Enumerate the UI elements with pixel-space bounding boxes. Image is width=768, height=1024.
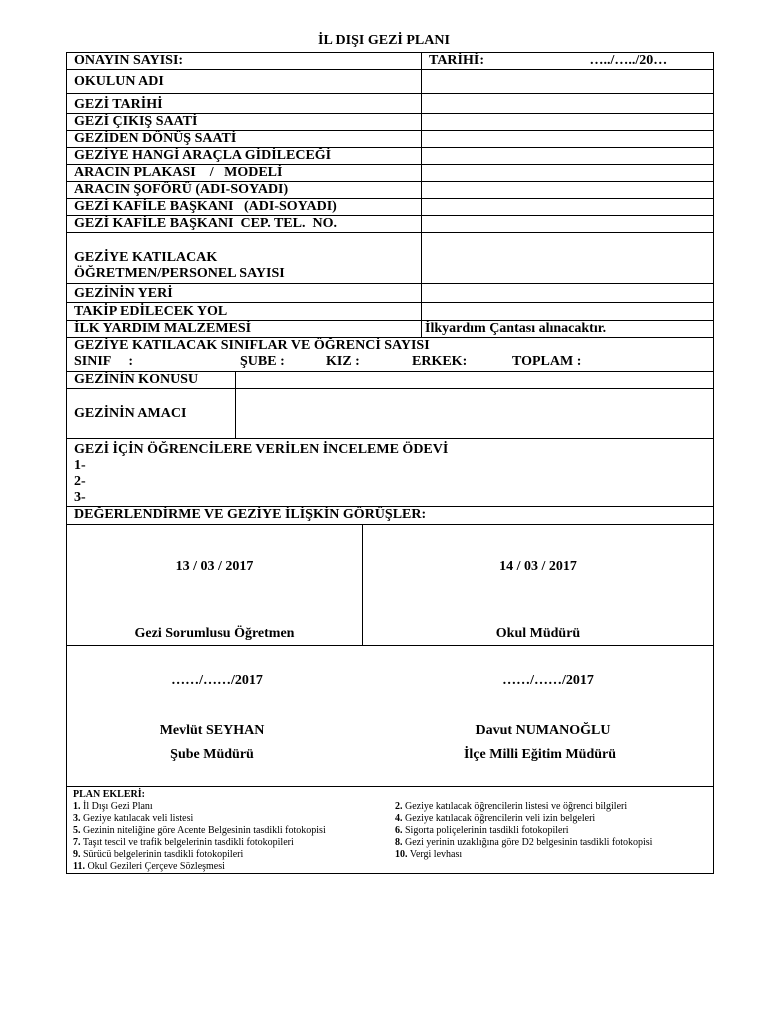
teacher-sign-date: 13 / 03 / 2017: [175, 559, 254, 574]
branch-director-name: Mevlüt SEYHAN: [159, 723, 265, 738]
field-label: İLK YARDIM MALZEMESİ: [67, 321, 422, 338]
field-value[interactable]: [422, 216, 714, 233]
field-label: GEZİ KAFİLE BAŞKANI (ADI-SOYADI): [67, 199, 422, 216]
field-label: TAKİP EDİLECEK YOL: [67, 303, 422, 321]
field-label: GEZİYE HANGİ ARAÇLA GİDİLECEĞİ: [67, 148, 422, 165]
form-row-staff-count: [67, 233, 714, 284]
field-label: GEZİ TARİHİ: [67, 94, 422, 114]
district-director-date: ……/……/2017: [502, 673, 594, 688]
purpose-value[interactable]: [236, 389, 714, 439]
total-label[interactable]: TOPLAM :: [512, 354, 582, 369]
approval-date-value[interactable]: …../…../20…: [589, 53, 668, 68]
annex-item-text: Taşıt tescil ve trafik belgelerinin tasdikli fotokopileri: [82, 837, 294, 848]
trip-plan-form: [66, 52, 714, 874]
form-row-trip-date: [67, 94, 714, 114]
field-label: OKULUN ADI: [67, 70, 422, 94]
signature-row-1: [67, 525, 714, 646]
assignment-row: [67, 439, 714, 507]
field-value[interactable]: [422, 70, 714, 94]
approval-date-label: TARİHİ:: [429, 53, 484, 68]
annex-item: [395, 825, 705, 837]
annex-item-num: 2.: [395, 801, 403, 812]
annex-list: [73, 801, 713, 873]
district-director-title: İlçe Milli Eğitim Müdürü: [463, 747, 617, 762]
form-row-leader-phone: [67, 216, 714, 233]
annex-item-num: 4.: [395, 813, 403, 824]
page-title: İL DIŞI GEZİ PLANI: [318, 33, 450, 48]
form-row-route: [67, 303, 714, 321]
form-row-vehicle-type: [67, 148, 714, 165]
annex-item-num: 7.: [73, 837, 81, 848]
field-value[interactable]: [422, 199, 714, 216]
assignment-heading: GEZİ İÇİN ÖĞRENCİLERE VERİLEN İNCELEME ÖDEVİ: [74, 442, 449, 457]
annex-item: [395, 849, 705, 861]
annex-item-num: 11.: [73, 861, 85, 872]
teacher-signature-cell: [67, 525, 363, 646]
signature-row-2: [67, 646, 714, 787]
annex-item-text: İl Dışı Gezi Planı: [83, 801, 153, 812]
teacher-sign-title: Gezi Sorumlusu Öğretmen: [134, 626, 295, 641]
officials-date-line: [67, 673, 713, 689]
evaluation-row: [67, 507, 714, 525]
girls-label[interactable]: KIZ :: [326, 354, 360, 369]
classes-cell: [67, 338, 714, 372]
form-row-return-time: [67, 131, 714, 148]
annex-item-num: 10.: [395, 849, 408, 860]
annex-item: [73, 861, 395, 873]
annex-item-text: Geziye katılacak öğrencilerin veli izin belgeleri: [405, 813, 596, 824]
field-value[interactable]: [422, 131, 714, 148]
field-value[interactable]: [422, 284, 714, 303]
field-value[interactable]: İlkyardım Çantası alınacaktır.: [422, 321, 714, 338]
field-label: [67, 233, 422, 284]
boys-label[interactable]: ERKEK:: [412, 354, 468, 369]
district-director-name: Davut NUMANOĞLU: [475, 723, 611, 738]
officials-name-line: [67, 723, 713, 739]
annex-item: [73, 837, 395, 849]
branch-director-date: ……/……/2017: [171, 673, 263, 688]
approval-date-cell: [422, 53, 714, 70]
branch-director-title: Şube Müdürü: [170, 747, 254, 762]
annex-item-text: Geziye katılacak veli listesi: [83, 813, 194, 824]
class-label[interactable]: SINIF :: [74, 354, 133, 369]
subject-value[interactable]: [236, 372, 714, 389]
field-value[interactable]: [422, 114, 714, 131]
field-label: ARACIN PLAKASI / MODELİ: [67, 165, 422, 182]
officials-signature-cell: [67, 646, 714, 787]
field-value[interactable]: [422, 94, 714, 114]
field-value[interactable]: [422, 182, 714, 199]
field-label: ARACIN ŞOFÖRÜ (ADI-SOYADI): [67, 182, 422, 199]
annex-item-num: 1.: [73, 801, 81, 812]
field-value[interactable]: [422, 303, 714, 321]
field-label: GEZİ ÇIKIŞ SAATİ: [67, 114, 422, 131]
assignment-item[interactable]: 1-: [74, 458, 86, 473]
annex-item-text: Sigorta poliçelerinin tasdikli fotokopileri: [405, 825, 569, 836]
field-value[interactable]: [422, 233, 714, 284]
field-label-line1: GEZİYE KATILACAK: [74, 250, 218, 265]
principal-sign-date: 14 / 03 / 2017: [499, 559, 577, 574]
purpose-label: GEZİNİN AMACI: [67, 389, 236, 439]
annex-item-text: Gezi yerinin uzaklığına göre D2 belgesinin tasdikli fotokopisi: [405, 837, 653, 848]
field-label-line2: ÖĞRETMEN/PERSONEL SAYISI: [74, 266, 285, 281]
annex-item: [395, 801, 705, 813]
annex-item-text: Vergi levhası: [409, 849, 463, 860]
field-label: GEZİDEN DÖNÜŞ SAATİ: [67, 131, 422, 148]
field-label: GEZİ KAFİLE BAŞKANI CEP. TEL. NO.: [67, 216, 422, 233]
annex-item: [395, 813, 705, 825]
classes-heading: GEZİYE KATILACAK SINIFLAR VE ÖĞRENCİ SAYISI: [74, 338, 430, 353]
evaluation-label: DEĞERLENDİRME VE GEZİYE İLİŞKİN GÖRÜŞLER:: [67, 507, 714, 525]
form-row-driver: [67, 182, 714, 199]
form-row-destination: [67, 284, 714, 303]
annex-item-text: Sürücü belgelerinin tasdikli fotokopileri: [83, 849, 244, 860]
annex-item: [73, 825, 395, 837]
field-value[interactable]: [422, 165, 714, 182]
form-row-group-leader: [67, 199, 714, 216]
form-row-plate-model: [67, 165, 714, 182]
branch-label[interactable]: ŞUBE :: [240, 354, 285, 369]
annex-item-text: Geziye katılacak öğrencilerin listesi ve öğrenci bilgileri: [405, 801, 628, 812]
officials-title-line: [67, 747, 713, 763]
approval-number-label: ONAYIN SAYISI:: [67, 53, 422, 70]
form-row-first-aid: [67, 321, 714, 338]
principal-signature-cell: [363, 525, 714, 646]
annex-item: [73, 801, 395, 813]
form-row-school: [67, 70, 714, 94]
classes-row: [67, 338, 714, 372]
annex-item: [395, 837, 705, 849]
approval-row: [67, 53, 714, 70]
subject-label: GEZİNİN KONUSU: [67, 372, 236, 389]
annex-item: [73, 813, 395, 825]
annex-item-text: Gezinin niteliğine göre Acente Belgesinin tasdikli fotokopisi: [83, 825, 326, 836]
principal-sign-title: Okul Müdürü: [495, 626, 581, 641]
form-row-departure-time: [67, 114, 714, 131]
annex-cell: [67, 787, 714, 874]
assignment-cell: [67, 439, 714, 507]
annex-item: [73, 849, 395, 861]
annex-heading: PLAN EKLERİ:: [73, 789, 145, 800]
annex-item-num: 6.: [395, 825, 403, 836]
purpose-row: [67, 389, 714, 439]
field-value[interactable]: [422, 148, 714, 165]
annex-item-num: 8.: [395, 837, 403, 848]
field-label: GEZİNİN YERİ: [67, 284, 422, 303]
assignment-item[interactable]: 2-: [74, 474, 86, 489]
classes-fields: [74, 354, 713, 370]
subject-row: [67, 372, 714, 389]
annex-item-text: Okul Gezileri Çerçeve Sözleşmesi: [87, 861, 225, 872]
annex-row: [67, 787, 714, 874]
assignment-item[interactable]: 3-: [74, 490, 86, 505]
annex-item-num: 3.: [73, 813, 81, 824]
annex-item-num: 5.: [73, 825, 81, 836]
annex-item-num: 9.: [73, 849, 81, 860]
